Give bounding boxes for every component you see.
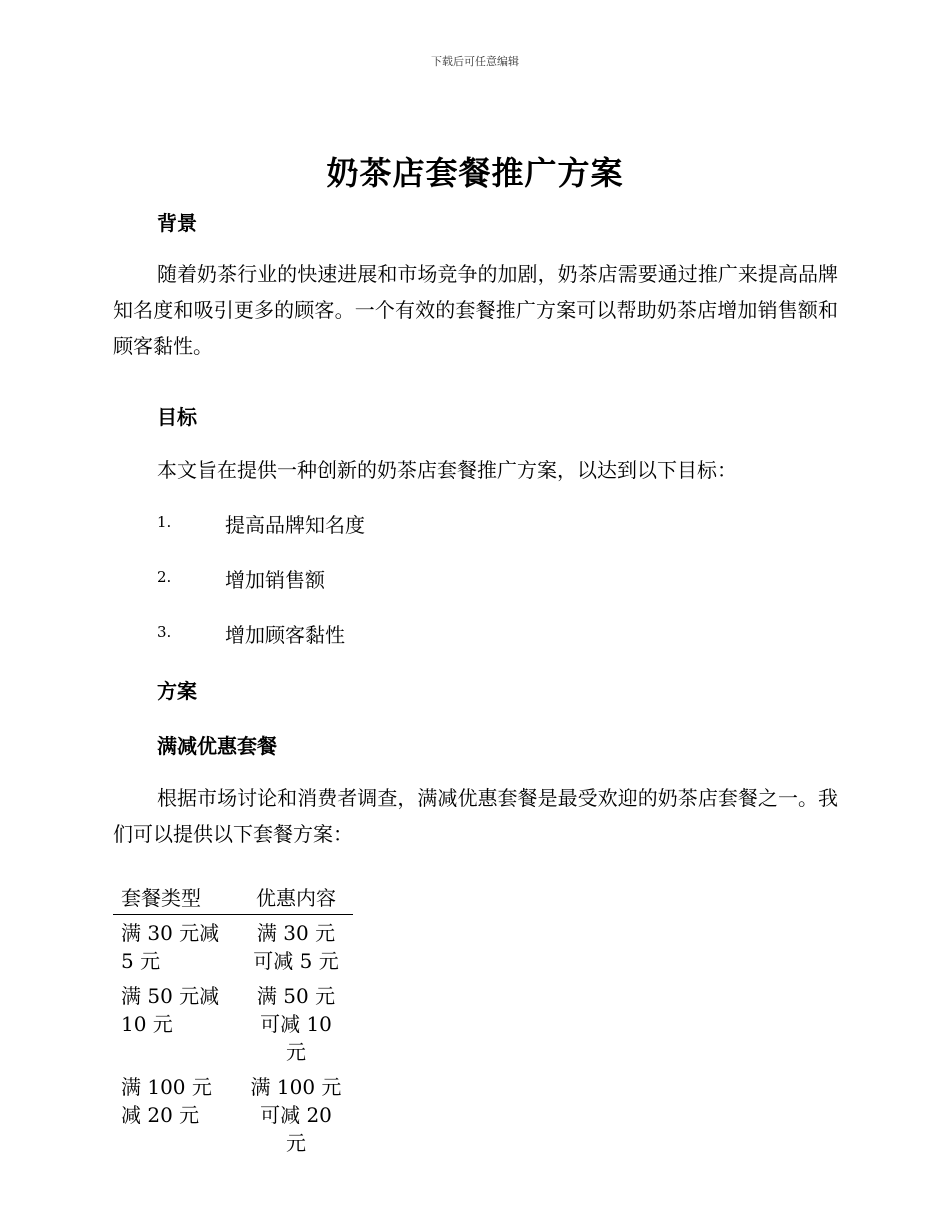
table-cell-discount-content: 满 100 元可减 20 元	[250, 1075, 342, 1155]
table-cell-package-type: 满 30 元减 5 元	[121, 921, 220, 973]
section-heading-background: 背景	[157, 211, 197, 235]
table-cell-package-type: 满 100 元减 20 元	[121, 1075, 212, 1127]
plan-paragraph: 根据市场讨论和消费者调查，满减优惠套餐是最受欢迎的奶茶店套餐之一。我们可以提供以下套餐方案：	[113, 786, 838, 846]
column-header-package-type: 套餐类型	[113, 880, 239, 915]
goals-intro: 本文旨在提供一种创新的奶茶店套餐推广方案，以达到以下目标：	[157, 458, 737, 482]
goal-number: 3.	[157, 623, 172, 641]
subsection-heading-discount-package: 满减优惠套餐	[157, 734, 277, 758]
goal-list-item	[157, 619, 345, 648]
goal-list-item	[157, 509, 365, 538]
table-row	[113, 1069, 353, 1160]
goal-list-item	[157, 564, 325, 593]
table-cell-discount-content: 满 50 元可减 10 元	[256, 984, 336, 1064]
goal-text: 增加销售额	[225, 568, 325, 592]
table-header-row	[113, 880, 353, 915]
package-table	[113, 880, 353, 1160]
page-header-note: 下载后可任意编辑	[431, 55, 519, 68]
section-heading-goals: 目标	[157, 405, 197, 429]
document-title: 奶茶店套餐推广方案	[326, 154, 624, 192]
table-row	[113, 915, 353, 979]
column-header-discount-content: 优惠内容	[239, 880, 353, 915]
goal-number: 1.	[157, 513, 172, 531]
goal-number: 2.	[157, 568, 172, 586]
background-paragraph: 随着奶茶行业的快速进展和市场竞争的加剧，奶茶店需要通过推广来提高品牌知名度和吸引更多的顾客。一个有效的套餐推广方案可以帮助奶茶店增加销售额和顾客黏性。	[113, 262, 838, 358]
goal-text: 提高品牌知名度	[225, 513, 365, 537]
table-row	[113, 978, 353, 1069]
table-cell-discount-content: 满 30 元可减 5 元	[253, 921, 339, 973]
goal-text: 增加顾客黏性	[225, 623, 345, 647]
section-heading-plan: 方案	[157, 679, 197, 703]
table-cell-package-type: 满 50 元减 10 元	[121, 984, 220, 1036]
